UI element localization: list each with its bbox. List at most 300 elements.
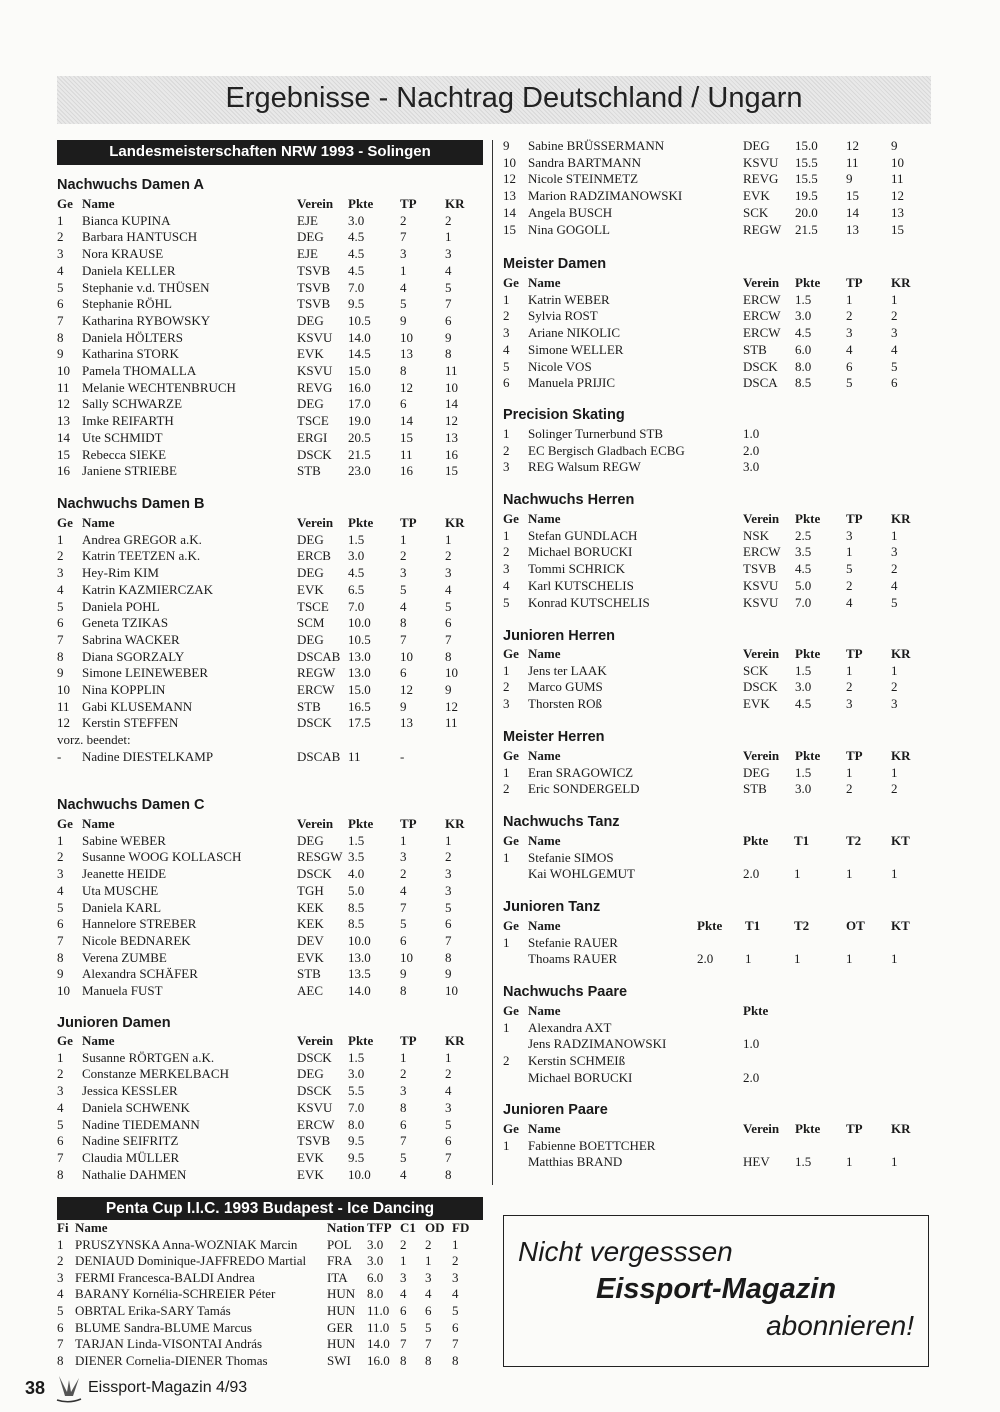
- result-cell: 6: [891, 375, 898, 391]
- result-cell: HUN: [327, 1286, 356, 1302]
- result-cell: HUN: [327, 1303, 356, 1318]
- result-cell: 1: [846, 764, 853, 780]
- result-cell: 3: [891, 325, 898, 341]
- result-cell: 3: [445, 246, 452, 262]
- result-cell: 3: [445, 1099, 452, 1115]
- result-cell: 8: [400, 615, 407, 631]
- result-cell: SCK: [743, 662, 769, 678]
- result-cell: 6.0: [795, 341, 812, 357]
- column-header: Name: [528, 646, 561, 661]
- result-name: Konrad KUTSCHELIS: [528, 594, 650, 610]
- column-header: T2: [794, 918, 810, 933]
- result-cell: KSVU: [297, 329, 333, 345]
- result-cell: 12: [846, 138, 859, 153]
- result-cell: 2: [57, 1253, 64, 1269]
- result-cell: REGW: [297, 665, 336, 681]
- result-name: Daniela KELLER: [82, 262, 176, 278]
- column-header: C1: [400, 1220, 416, 1235]
- result-name: Nathalie DAHMEN: [82, 1166, 187, 1182]
- result-name: Kai WOHLGEMUT: [528, 866, 635, 882]
- result-cell: 21.5: [348, 446, 371, 462]
- result-cell: 6: [400, 396, 407, 412]
- result-cell: 5: [425, 1319, 432, 1335]
- result-cell: 8: [400, 1099, 407, 1115]
- result-cell: 3: [400, 246, 407, 262]
- column-header: Pkte: [795, 1121, 821, 1136]
- result-cell: 7.0: [795, 594, 812, 610]
- result-cell: FRA: [327, 1253, 353, 1269]
- result-name: Nicole BEDNAREK: [82, 932, 191, 948]
- result-cell: 8.5: [348, 899, 365, 915]
- result-cell: 15.5: [795, 171, 818, 187]
- result-cell: STB: [297, 966, 321, 982]
- column-header: Verein: [743, 748, 780, 763]
- result-name: Marco GUMS: [528, 679, 603, 695]
- result-name: Sabine BRÜSSERMANN: [528, 138, 665, 153]
- result-cell: 6: [425, 1303, 432, 1318]
- result-cell: 5.5: [348, 1083, 365, 1099]
- result-cell: 6: [400, 665, 407, 681]
- result-cell: 3: [57, 565, 64, 581]
- column-header: Pkte: [348, 515, 374, 530]
- result-cell: 10.0: [348, 615, 371, 631]
- result-cell: DSCK: [743, 358, 778, 374]
- result-cell: 6.0: [367, 1269, 384, 1285]
- result-cell: 7: [400, 899, 407, 915]
- column-divider: [492, 140, 493, 1185]
- result-cell: 8: [400, 983, 407, 998]
- result-cell: 2: [891, 781, 898, 797]
- result-cell: TSVB: [297, 296, 331, 312]
- result-cell: 13: [846, 221, 859, 237]
- result-cell: 8: [452, 1352, 459, 1368]
- result-name: Nadine DIESTELKAMP: [82, 748, 214, 764]
- result-cell: 8: [445, 1166, 452, 1182]
- column-header: KR: [891, 275, 911, 290]
- result-cell: ERGI: [297, 429, 328, 445]
- result-cell: KSVU: [743, 577, 779, 593]
- result-cell: 14.5: [348, 346, 371, 362]
- result-name: Sandra BARTMANN: [528, 154, 641, 170]
- section-title-nwc: Nachwuchs Damen C: [57, 797, 205, 813]
- result-cell: 13: [503, 188, 516, 204]
- result-cell: 2: [400, 1236, 407, 1252]
- result-cell: 9: [400, 312, 407, 328]
- result-cell: TGH: [297, 882, 324, 898]
- column-header: Verein: [297, 196, 334, 211]
- result-name: REG Walsum REGW: [528, 459, 641, 475]
- result-cell: 2: [503, 308, 510, 324]
- result-cell: 1: [400, 531, 407, 547]
- result-cell: EVK: [297, 949, 324, 965]
- result-cell: 2: [400, 212, 407, 228]
- result-cell: 6: [445, 1133, 452, 1149]
- result-cell: 4.0: [348, 866, 365, 882]
- result-cell: 16.0: [348, 379, 371, 395]
- result-cell: 5: [445, 1116, 452, 1132]
- result-cell: 1.5: [795, 1154, 812, 1170]
- result-cell: 4: [57, 262, 64, 278]
- ad-line-3: abonnieren!: [766, 1310, 914, 1341]
- result-cell: 9: [400, 966, 407, 982]
- column-header: TP: [400, 1033, 417, 1048]
- result-cell: 17.0: [348, 396, 371, 412]
- result-cell: 3.0: [367, 1236, 384, 1252]
- column-header: Ge: [57, 816, 73, 831]
- result-cell: KSVU: [743, 594, 779, 610]
- result-name: Jessica KESSLER: [82, 1083, 178, 1099]
- column-header: Pkte: [795, 275, 821, 290]
- result-name: Katharina RYBOWSKY: [82, 312, 211, 328]
- result-cell: 3: [445, 565, 452, 581]
- column-header: T1: [794, 833, 810, 848]
- magazine-issue: Eissport-Magazin 4/93: [88, 1379, 248, 1396]
- result-cell: REVG: [297, 379, 333, 395]
- result-cell: TSCE: [297, 598, 329, 614]
- result-cell: DEG: [297, 832, 324, 848]
- result-cell: 2: [400, 548, 407, 564]
- result-cell: DEG: [297, 1066, 324, 1082]
- result-cell: 14.0: [367, 1336, 390, 1352]
- result-cell: 11: [400, 446, 413, 462]
- result-cell: 4: [400, 1286, 407, 1302]
- result-cell: 1: [400, 1049, 407, 1065]
- column-header: Verein: [297, 515, 334, 530]
- result-name: Kerstin STEFFEN: [82, 715, 179, 731]
- result-cell: 8: [57, 648, 64, 664]
- result-cell: RESGW: [297, 849, 343, 865]
- result-name: Uta MUSCHE: [82, 882, 159, 898]
- result-cell: AEC: [297, 983, 323, 998]
- result-cell: 5: [400, 581, 407, 597]
- result-cell: 13.0: [348, 949, 371, 965]
- result-cell: 1: [891, 662, 898, 678]
- result-cell: 13.5: [348, 966, 371, 982]
- result-cell: 5: [400, 916, 407, 932]
- result-name: Stefanie SIMOS: [528, 849, 614, 865]
- result-cell: 12: [503, 171, 516, 187]
- result-cell: 8: [400, 1352, 407, 1368]
- result-cell: 8.5: [348, 916, 365, 932]
- result-cell: DSCK: [297, 1083, 332, 1099]
- column-header: TP: [400, 816, 417, 831]
- result-cell: 3: [57, 1269, 64, 1285]
- result-cell: 12: [57, 396, 70, 412]
- section-title-ps: Precision Skating: [503, 407, 625, 423]
- result-cell: 15: [846, 188, 859, 204]
- result-cell: DSCAB: [297, 748, 341, 764]
- result-name: Nicole STEINMETZ: [528, 171, 639, 187]
- result-cell: 11: [348, 748, 361, 764]
- result-name: Manuela FUST: [82, 983, 163, 998]
- result-cell: 3: [891, 696, 898, 712]
- result-cell: 1.5: [348, 832, 365, 848]
- result-cell: 2: [846, 679, 853, 695]
- result-cell: 16: [400, 463, 413, 479]
- column-header: Fi: [57, 1220, 69, 1235]
- column-header: OD: [425, 1220, 445, 1235]
- result-cell: 2: [57, 548, 64, 564]
- result-cell: 8: [400, 363, 407, 378]
- result-cell: 1: [57, 1236, 64, 1252]
- result-name: Nina KOPPLIN: [82, 682, 166, 697]
- result-cell: 4: [445, 1083, 452, 1099]
- result-cell: 7.0: [348, 598, 365, 614]
- result-cell: EVK: [297, 1149, 324, 1165]
- result-cell: 1: [503, 764, 510, 780]
- result-cell: 1: [891, 866, 898, 882]
- result-name: Thoams RAUER: [528, 951, 618, 967]
- result-cell: DEG: [297, 229, 324, 245]
- result-cell: 1: [503, 849, 510, 865]
- result-cell: 3: [400, 1083, 407, 1099]
- column-header: TP: [846, 275, 863, 290]
- result-cell: 2: [503, 442, 510, 458]
- result-cell: 20.0: [795, 204, 818, 220]
- result-cell: 3: [57, 1083, 64, 1099]
- result-cell: 2: [57, 1066, 64, 1082]
- column-header: KR: [891, 1121, 911, 1136]
- result-cell: 9: [57, 966, 64, 982]
- subscription-ad: [503, 1215, 929, 1367]
- result-name: Susanne RÖRTGEN a.K.: [82, 1049, 215, 1065]
- result-cell: 10: [445, 379, 458, 395]
- result-cell: 1: [846, 866, 853, 882]
- result-cell: 15: [445, 463, 458, 479]
- column-header: TP: [846, 646, 863, 661]
- result-name: Eran SRAGOWICZ: [528, 764, 634, 780]
- column-header: Name: [528, 748, 561, 763]
- result-cell: 12: [445, 698, 458, 714]
- result-cell: 6: [445, 312, 452, 328]
- section-title-nwa: Nachwuchs Damen A: [57, 177, 204, 193]
- result-cell: 5: [57, 1116, 64, 1132]
- result-cell: 3: [891, 544, 898, 560]
- result-cell: 4: [57, 1286, 64, 1302]
- column-header: KR: [445, 1033, 465, 1048]
- result-cell: 10.0: [348, 1166, 371, 1182]
- result-name: Sylvia ROST: [528, 308, 598, 324]
- column-header: Verein: [743, 511, 780, 526]
- result-cell: 15.0: [348, 682, 371, 697]
- result-cell: 1.5: [348, 531, 365, 547]
- result-cell: 1: [891, 951, 898, 967]
- result-cell: 4.5: [795, 561, 812, 577]
- result-cell: 1: [425, 1253, 432, 1269]
- column-header: Pkte: [348, 816, 374, 831]
- column-header: Pkte: [743, 833, 769, 848]
- result-cell: ERCW: [743, 325, 781, 341]
- result-cell: -: [57, 748, 62, 764]
- result-cell: EVK: [743, 696, 770, 712]
- result-cell: 1: [503, 1137, 510, 1153]
- result-cell: KSVU: [743, 154, 779, 170]
- result-cell: ITA: [327, 1269, 348, 1285]
- result-cell: 10: [445, 983, 458, 998]
- result-cell: 11.0: [367, 1319, 390, 1335]
- result-cell: 4: [57, 581, 64, 597]
- result-cell: 12: [400, 379, 413, 395]
- result-name: Thorsten ROß: [528, 696, 603, 712]
- column-header: TP: [400, 515, 417, 530]
- column-header: Name: [528, 833, 561, 848]
- result-cell: 13: [400, 715, 413, 731]
- result-cell: EVK: [297, 581, 324, 597]
- column-header: TP: [846, 1121, 863, 1136]
- result-cell: SCK: [743, 204, 769, 220]
- result-cell: DSCK: [297, 866, 332, 882]
- result-cell: 3.0: [795, 679, 812, 695]
- column-header: Name: [528, 918, 561, 933]
- result-cell: 3: [400, 849, 407, 865]
- result-cell: 10.5: [348, 312, 371, 328]
- result-cell: 1: [400, 1253, 407, 1269]
- result-name: Daniela HÖLTERS: [82, 329, 183, 345]
- ad-line-1: Nicht vergesssen: [518, 1236, 733, 1267]
- result-cell: 7: [57, 1149, 64, 1165]
- result-cell: 4: [846, 594, 853, 610]
- result-cell: 14.0: [348, 983, 371, 998]
- result-cell: 2: [503, 1053, 510, 1069]
- result-cell: KSVU: [297, 1099, 333, 1115]
- result-cell: 3: [445, 882, 452, 898]
- result-cell: 10: [445, 665, 458, 681]
- result-cell: 1: [57, 832, 64, 848]
- result-cell: 15: [503, 221, 516, 237]
- result-cell: 16: [445, 446, 458, 462]
- result-cell: 4: [400, 598, 407, 614]
- result-cell: DSCA: [743, 375, 778, 391]
- result-cell: DSCK: [297, 1049, 332, 1065]
- result-cell: 2: [445, 1066, 452, 1082]
- result-cell: 2: [400, 1066, 407, 1082]
- page-number: 38: [25, 1378, 46, 1398]
- result-cell: 6: [57, 296, 64, 312]
- result-cell: 2: [891, 679, 898, 695]
- result-cell: 9: [846, 171, 853, 187]
- result-cell: 16.5: [348, 698, 371, 714]
- result-cell: 15.5: [795, 154, 818, 170]
- result-cell: 12: [445, 413, 458, 429]
- page-title: Ergebnisse - Nachtrag Deutschland / Ungarn: [225, 82, 803, 114]
- result-cell: 5: [445, 598, 452, 614]
- result-cell: 5: [891, 594, 898, 610]
- result-name: Sabrina WACKER: [82, 631, 180, 647]
- result-cell: 4: [445, 262, 452, 278]
- result-cell: 3.0: [348, 212, 365, 228]
- result-cell: 4: [503, 577, 510, 593]
- column-header: Ge: [57, 515, 73, 530]
- result-cell: 2: [452, 1253, 459, 1269]
- result-cell: DSCAB: [297, 648, 341, 664]
- result-name: Nicole VOS: [528, 358, 592, 374]
- result-cell: 7: [400, 1133, 407, 1149]
- column-header: Verein: [297, 816, 334, 831]
- result-cell: 2: [503, 544, 510, 560]
- result-name: DENIAUD Dominique-JAFFREDO Martial: [75, 1253, 307, 1269]
- result-name: Daniela SCHWENK: [82, 1099, 190, 1115]
- result-cell: 1: [57, 212, 64, 228]
- result-cell: 4.5: [348, 229, 365, 245]
- result-cell: 1: [503, 1019, 510, 1035]
- result-cell: 9: [400, 698, 407, 714]
- result-cell: 4.5: [795, 696, 812, 712]
- column-header: Ge: [503, 275, 519, 290]
- result-cell: 10: [400, 949, 413, 965]
- result-cell: 13: [891, 204, 904, 220]
- column-header: Pkte: [697, 918, 723, 933]
- result-cell: 6: [846, 358, 853, 374]
- result-cell: 12: [891, 188, 904, 204]
- result-cell: 15.0: [348, 363, 371, 378]
- result-cell: 5.0: [795, 577, 812, 593]
- column-header: TP: [846, 748, 863, 763]
- result-cell: 4: [503, 341, 510, 357]
- result-name: Barbara HANTUSCH: [82, 229, 198, 245]
- result-cell: 9.5: [348, 1149, 365, 1165]
- result-cell: 3: [846, 527, 853, 543]
- section-title-nt: Nachwuchs Tanz: [503, 814, 620, 830]
- result-cell: 3: [846, 696, 853, 712]
- column-header: KT: [891, 833, 910, 848]
- column-header: KR: [445, 515, 465, 530]
- result-name: Geneta TZIKAS: [82, 615, 169, 631]
- result-name: Andrea GREGOR a.K.: [82, 531, 202, 547]
- result-cell: 1: [503, 527, 510, 543]
- result-cell: 14: [57, 429, 70, 445]
- result-cell: 9: [57, 665, 64, 681]
- result-cell: 7: [57, 312, 64, 328]
- result-cell: 5: [57, 279, 64, 295]
- result-cell: 4.5: [348, 565, 365, 581]
- result-name: Constanze MERKELBACH: [82, 1066, 229, 1082]
- result-name: Jeanette HEIDE: [82, 866, 167, 882]
- column-header: Pkte: [348, 1033, 374, 1048]
- result-cell: TSVB: [297, 262, 331, 278]
- result-name: Katrin TEETZEN a.K.: [82, 548, 201, 564]
- banner-penta: Penta Cup I.I.C. 1993 Budapest - Ice Dancing: [57, 1197, 483, 1220]
- result-cell: ERCW: [743, 544, 781, 560]
- result-name: Tommi SCHRICK: [528, 561, 625, 577]
- result-cell: 1: [503, 662, 510, 678]
- result-name: Stephanie v.d. THÜSEN: [82, 279, 210, 295]
- result-cell: 1: [445, 1049, 452, 1065]
- result-cell: 19.5: [795, 188, 818, 204]
- result-cell: 1.5: [795, 291, 812, 307]
- result-cell: 1.5: [795, 764, 812, 780]
- column-header: Ge: [503, 918, 519, 933]
- result-cell: 2.0: [743, 442, 760, 458]
- result-cell: 5: [400, 296, 407, 312]
- column-header: Name: [528, 275, 561, 290]
- column-header: FD: [452, 1220, 470, 1235]
- result-cell: 6: [503, 375, 510, 391]
- result-cell: 23.0: [348, 463, 371, 479]
- column-header: Ge: [503, 748, 519, 763]
- result-cell: DEG: [743, 764, 770, 780]
- result-cell: 7.0: [348, 1099, 365, 1115]
- result-cell: 3.0: [348, 548, 365, 564]
- result-cell: 15: [400, 429, 413, 445]
- result-cell: 2.5: [795, 527, 812, 543]
- result-cell: STB: [743, 341, 767, 357]
- section-title-jp: Junioren Paare: [503, 1102, 608, 1118]
- result-cell: 3.5: [795, 544, 812, 560]
- result-name: Stefan GUNDLACH: [528, 527, 638, 543]
- result-cell: 1: [846, 951, 853, 967]
- result-cell: 5: [445, 279, 452, 295]
- result-cell: EJE: [297, 246, 318, 262]
